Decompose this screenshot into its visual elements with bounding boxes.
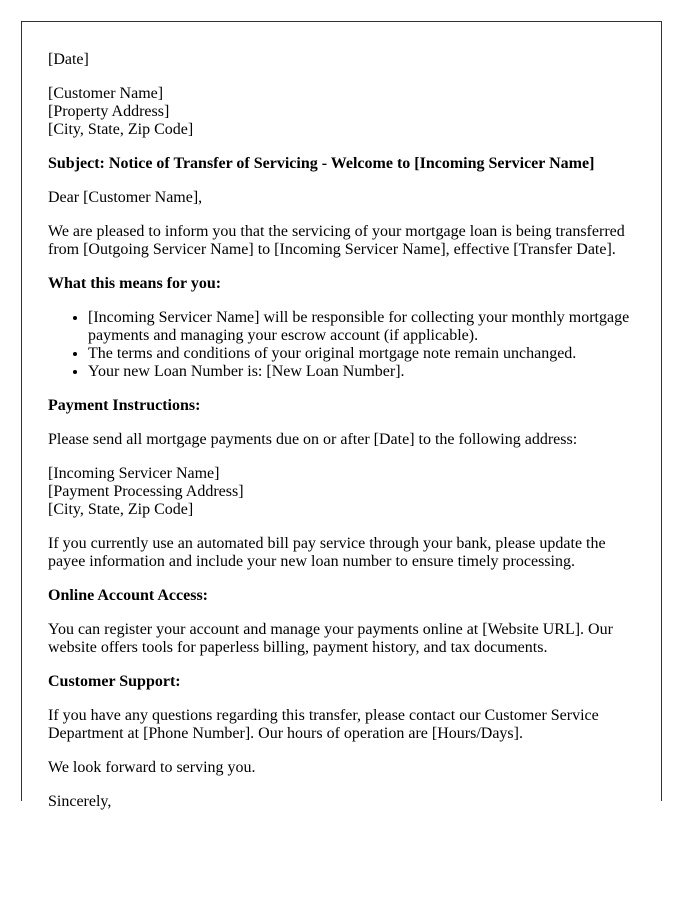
what-this-means-list xyxy=(48,309,635,381)
recipient-name: [Customer Name] xyxy=(48,85,164,102)
bill-pay-note: If you currently use an automated bill pay service through your bank, please update the payee information and include your new loan number to ensure timely processing. xyxy=(48,535,606,570)
letter-document xyxy=(21,21,662,810)
list-item: • Your new Loan Number is: [New Loan Number]. xyxy=(88,363,635,381)
list-item: • [Incoming Servicer Name] will be responsible for collecting your monthly mortgage payments and managing your escrow account (if applicable). xyxy=(88,309,635,345)
signoff: Sincerely, xyxy=(48,793,112,810)
recipient-address: [Property Address] xyxy=(48,103,170,120)
what-this-means-heading: What this means for you: xyxy=(48,275,222,292)
recipient-block xyxy=(48,85,635,139)
date-line: [Date] xyxy=(48,51,89,68)
payment-instructions-intro: Please send all mortgage payments due on or after [Date] to the following address: xyxy=(48,431,578,448)
online-account-access-body: You can register your account and manage your payments online at [Website URL]. Our website offers tools for paperless billing, payment history, and tax documents. xyxy=(48,621,613,656)
customer-support-heading: Customer Support: xyxy=(48,673,181,690)
online-account-access-heading: Online Account Access: xyxy=(48,587,208,604)
payment-address-block xyxy=(48,465,635,519)
recipient-city-state-zip: [City, State, Zip Code] xyxy=(48,121,194,138)
payment-address-name: [Incoming Servicer Name] xyxy=(48,465,220,482)
payment-address-street: [Payment Processing Address] xyxy=(48,483,244,500)
salutation: Dear [Customer Name], xyxy=(48,189,203,206)
intro-paragraph: We are pleased to inform you that the servicing of your mortgage loan is being transferred from [Outgoing Servicer Name] to [Incoming Servicer Name], effective [Transfer Date]. xyxy=(48,223,625,258)
payment-instructions-heading: Payment Instructions: xyxy=(48,397,201,414)
closing-line: We look forward to serving you. xyxy=(48,759,256,776)
customer-support-body: If you have any questions regarding this transfer, please contact our Customer Service Department at [Phone Number]. Our hours of operation are [Hours/Days]. xyxy=(48,707,599,742)
subject-line: Subject: Notice of Transfer of Servicing - Welcome to [Incoming Servicer Name] xyxy=(48,155,595,172)
payment-address-city-state-zip: [City, State, Zip Code] xyxy=(48,501,194,518)
list-item: • The terms and conditions of your original mortgage note remain unchanged. xyxy=(88,345,635,363)
